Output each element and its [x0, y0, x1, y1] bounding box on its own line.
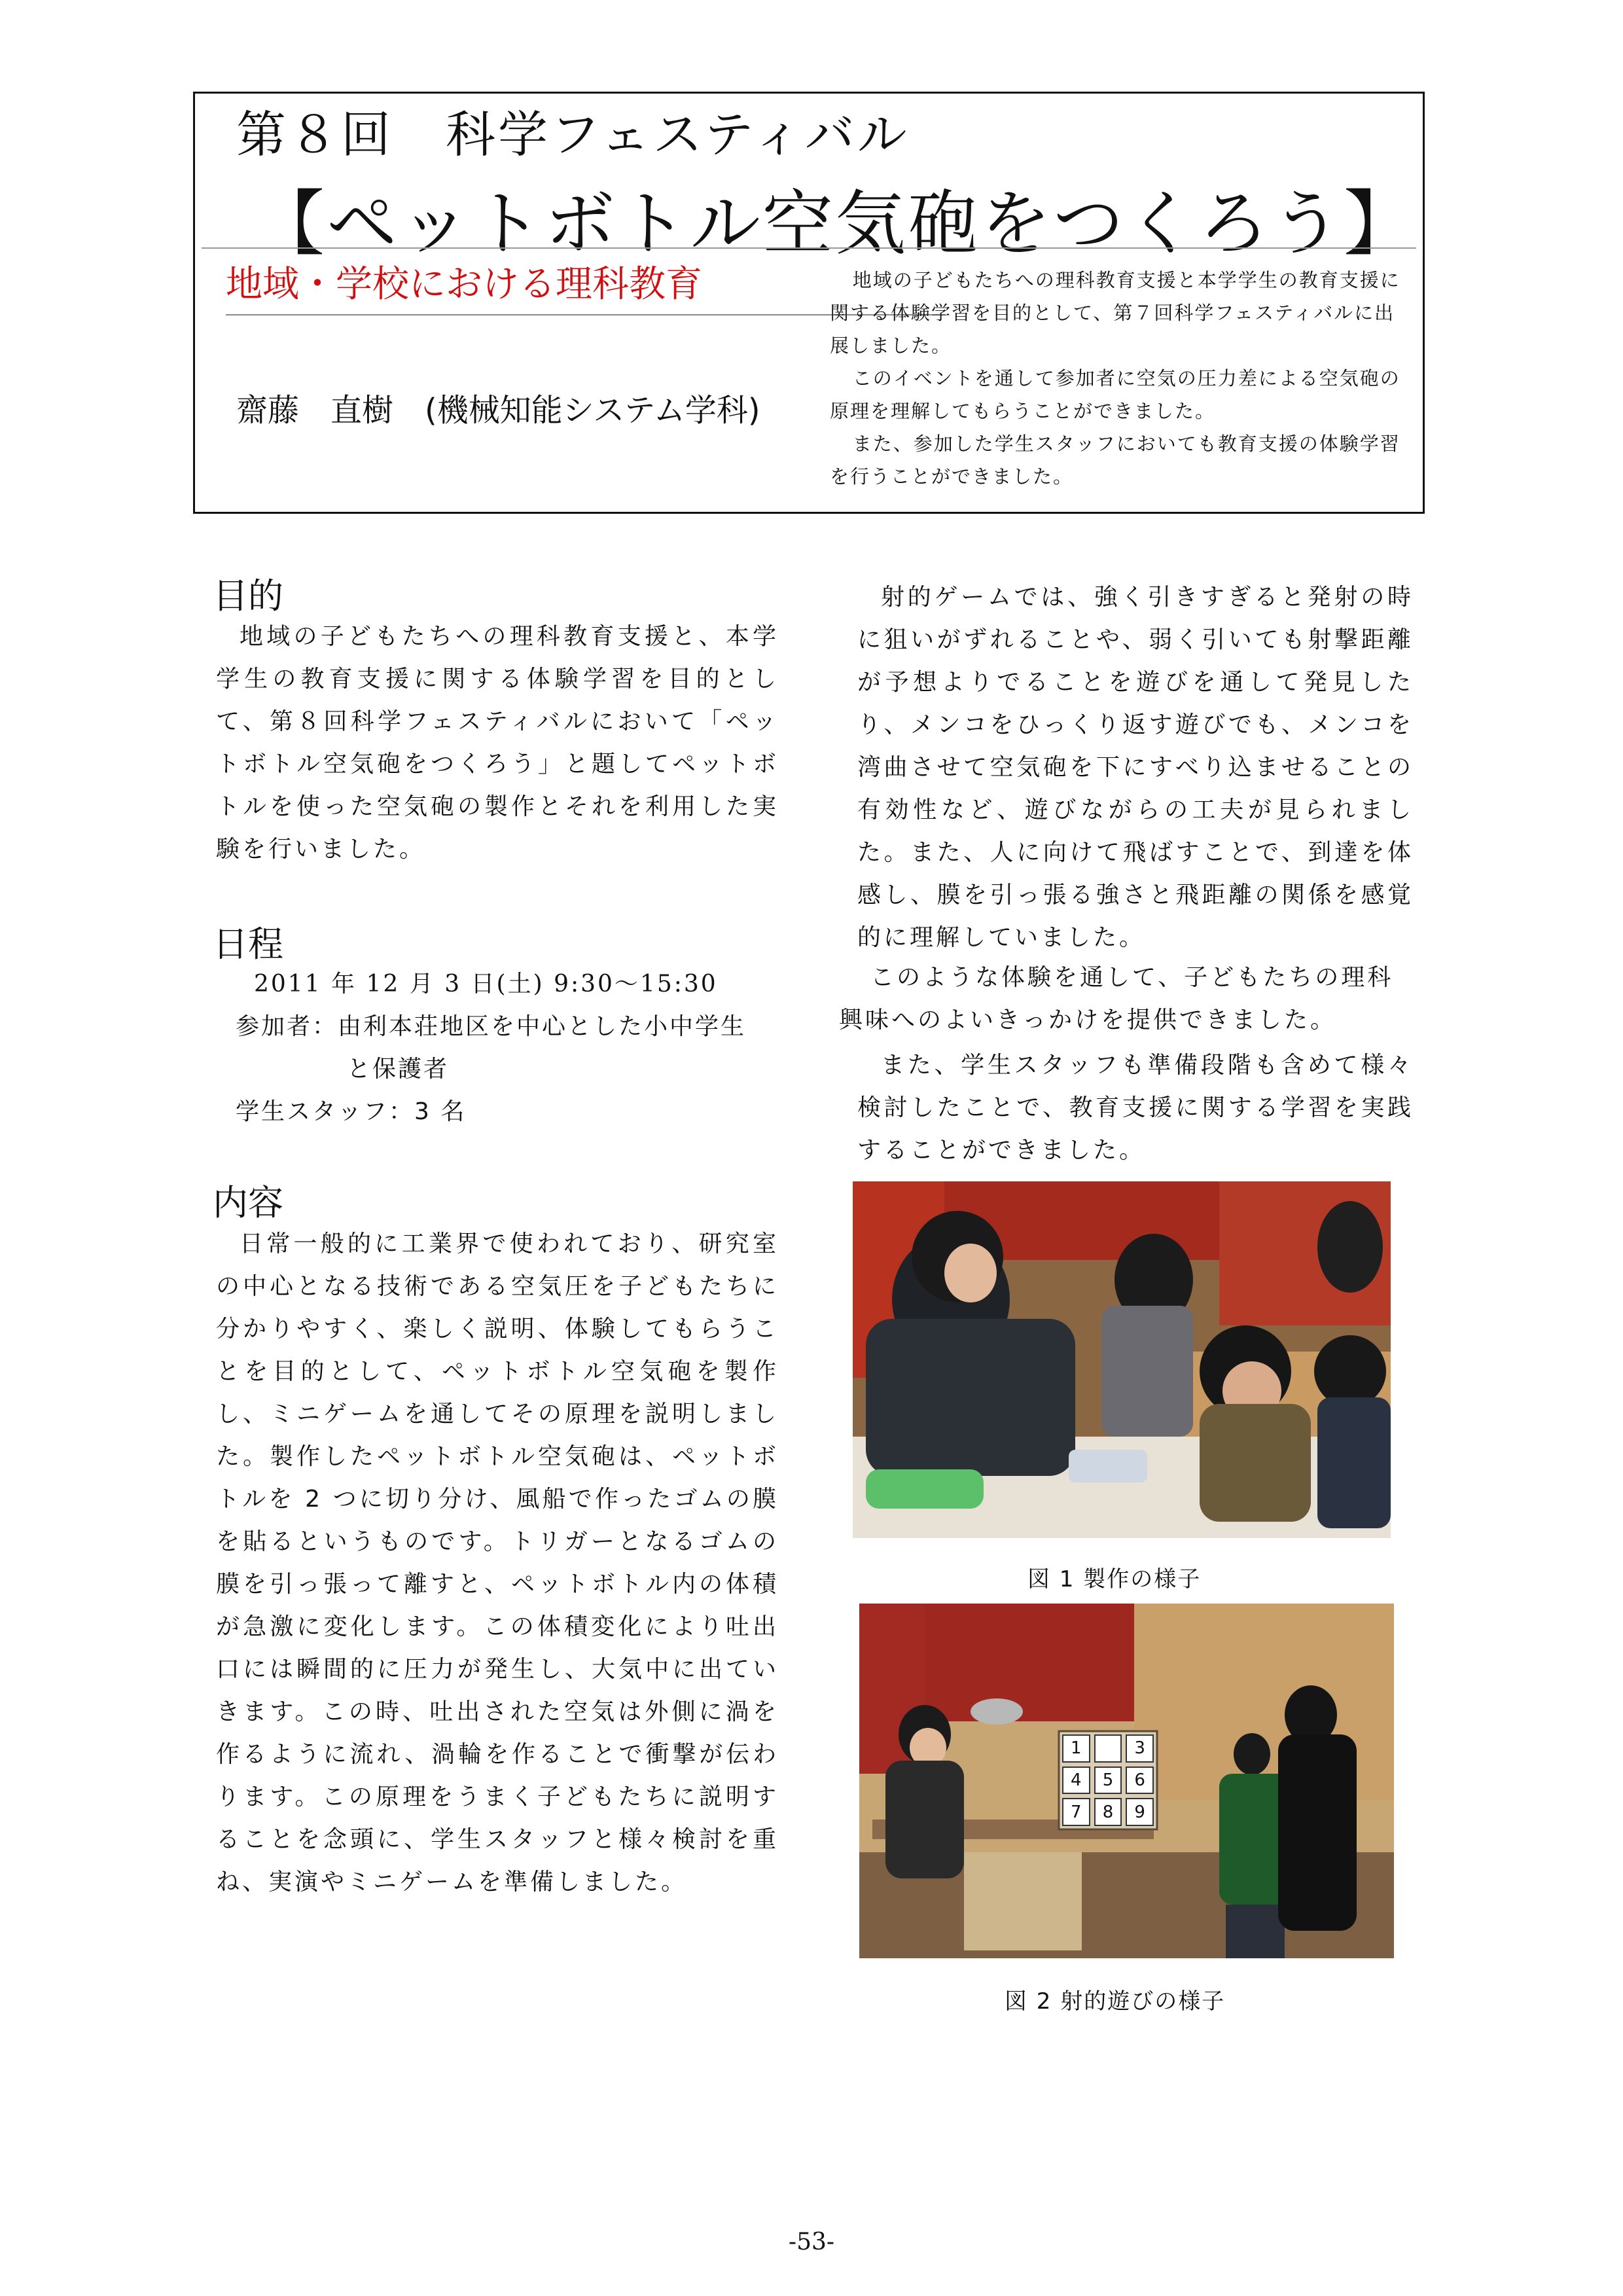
abstract-paragraph: また、参加した学生スタッフにおいても教育支援の体験学習を行うことができました。 [830, 433, 1400, 488]
figure-1-photo [853, 1181, 1391, 1538]
category-label: 地域・学校における理科教育 [226, 263, 702, 306]
event-title: 第８回 科学フェスティバル [236, 105, 910, 164]
target-cell: 1 [1062, 1734, 1090, 1763]
right-paragraph-2-line2: 興味へのよいきっかけを提供できました。 [839, 1007, 1337, 1033]
abstract-paragraph: 地域の子どもたちへの理科教育支援と本学学生の教育支援に関する体験学習を目的として、第７回科学フェスティバルに出展しました。 [830, 269, 1400, 357]
participants-label: 参加者： [236, 1013, 338, 1040]
purpose-text: 地域の子どもたちへの理科教育支援と、本学学生の教育支援に関する体験学習を目的として、第８回科学フェスティバルにおいて「ペットボトル空気砲をつくろう」と題してペットボトルを使った空気砲の製作とそれを利用した実験を行いました。 [216, 623, 779, 863]
participants-value: 由利本荘地区を中心とした小中学生 [338, 1013, 747, 1040]
target-cell: 6 [1126, 1767, 1154, 1795]
target-cell: 8 [1094, 1798, 1122, 1826]
figure-2-caption: 図 2 射的遊びの様子 [1005, 1988, 1226, 2015]
figure-2-photo [859, 1604, 1394, 1958]
right-paragraph-3: また、学生スタッフも準備段階も含めて様々検討したことで、教育支援に関する学習を実践することができました。 [857, 1052, 1414, 1164]
target-cell [1094, 1734, 1122, 1763]
figure-1-caption: 図 1 製作の様子 [1027, 1566, 1202, 1592]
author-line: 齋藤 直樹 (機械知能システム学科) [236, 392, 760, 429]
section-heading-schedule: 日程 [213, 924, 283, 965]
right-paragraph-2-line1: このような体験を通して、子どもたちの理科 [870, 964, 1394, 991]
target-cell: 4 [1062, 1767, 1090, 1795]
abstract [830, 264, 1406, 493]
target-cell: 9 [1126, 1798, 1154, 1826]
workshop-scene-illustration [853, 1181, 1391, 1538]
target-grid [1062, 1734, 1154, 1826]
header-box [193, 92, 1425, 514]
section-heading-content: 内容 [213, 1182, 283, 1223]
target-cell: 3 [1126, 1734, 1154, 1763]
right-paragraph-1: 射的ゲームでは、強く引きすぎると発射の時に狙いがずれることや、弱く引いても射撃距離が予想よりでることを遊びを通して発見したり、メンコをひっくり返す遊びでも、メンコを湾曲させて空気砲を下にすべり込ませることの有効性など、遊びながらの工夫が見られました。また、人に向けて飛ばすことで、到達を体感し、膜を引っ張る強さと飛距離の関係を感覚的に理解していました。 [857, 584, 1414, 951]
target-cell: 7 [1062, 1798, 1090, 1826]
abstract-paragraph: このイベントを通して参加者に空気の圧力差による空気砲の原理を理解してもらうことができました。 [830, 367, 1400, 422]
schedule-participants [236, 1008, 746, 1041]
header-divider [202, 247, 1416, 249]
page-number: -53- [788, 2229, 835, 2255]
section-heading-purpose: 目的 [213, 575, 283, 617]
main-title: 【ペットボトル空気砲をつくろう】 [254, 183, 1417, 265]
schedule-date: 2011 年 12 月 3 日(土) 9:30～15:30 [254, 971, 718, 997]
participants-continued: と保護者 [347, 1056, 450, 1083]
target-cell: 5 [1094, 1767, 1122, 1795]
content-text: 日常一般的に工業界で使われており、研究室の中心となる技術である空気圧を子どもたちに分かりやすく、楽しく説明、体験してもらうことを目的として、ペットボトル空気砲を製作し、ミニゲームを通してその原理を説明しました。製作したペットボトル空気砲は、ペットボトルを 2 つに切り分け、風船で作ったゴムの膜を貼るというものです。トリガーとなるゴムの膜を引っ張って離すと、ペットボトル内の体積が急激に変化します。この体積変化により吐出口には瞬間的に圧力が発生し、大気中に出ていきます。この時、吐出された空気は外側に渦を作るように流れ、渦輪を作ることで衝撃が伝わります。この原理をうまく子どもたちに説明することを念頭に、学生スタッフと様々検討を重ね、実演やミニゲームを準備しました。 [216, 1230, 779, 1895]
schedule-staff: 学生スタッフ：3 名 [236, 1098, 467, 1125]
